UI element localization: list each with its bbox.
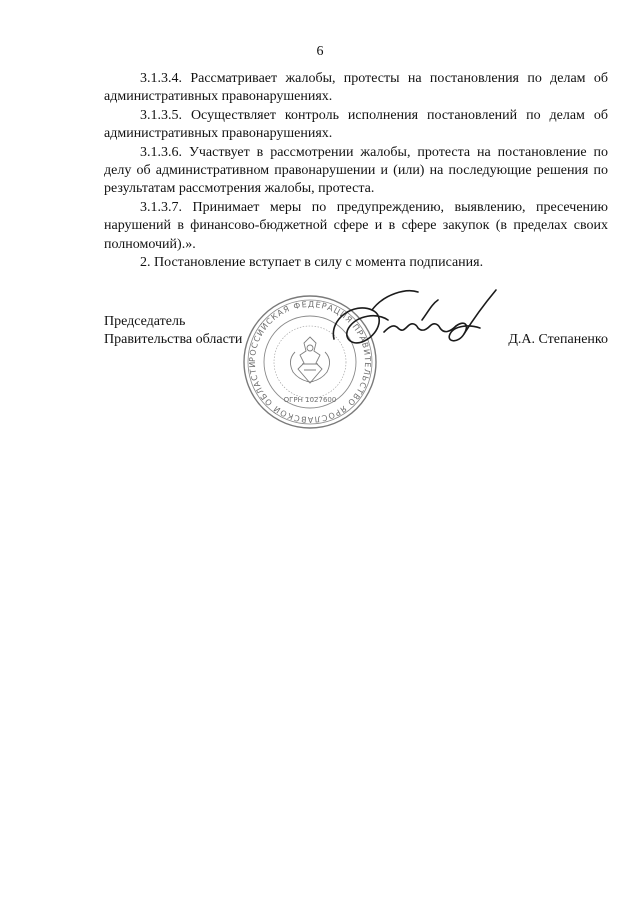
document-body: [104, 70, 608, 272]
signer-name: Д.А. Степаненко: [508, 332, 608, 347]
paragraph-3-1-3-6: 3.1.3.6. Участвует в рассмотрении жалобы, протеста на постановление по делу об административном правонарушении и (или) на последующие решения по результатам рассмотрения жалобы, протеста.: [104, 144, 608, 197]
paragraph-3-1-3-7: 3.1.3.7. Принимает меры по предупреждению, выявлению, пресечению нарушений в финансово-бюджетной сфере и в сфере закупок (в пределах своих полномочий).».: [104, 199, 608, 252]
svg-text:ОГРН 1027600: ОГРН 1027600: [283, 396, 337, 404]
handwritten-signature-icon: [314, 284, 504, 374]
signature-block: [104, 299, 608, 425]
svg-text:РОССИЙСКАЯ ФЕДЕРАЦИЯ ПРАВИТЕЛЬ: РОССИЙСКАЯ ФЕДЕРАЦИЯ ПРАВИТЕЛЬСТВО ЯРОСЛАВСКОЙ ОБЛАСТИ: [247, 299, 373, 425]
paragraph-3-1-3-5: 3.1.3.5. Осуществляет контроль исполнения постановлений по делам об административных правонарушениях.: [104, 107, 608, 142]
paragraph-2: 2. Постановление вступает в силу с момента подписания.: [140, 255, 484, 271]
signer-title-line-2: Правительства области: [104, 332, 243, 347]
paragraph-3-1-3-4: 3.1.3.4. Рассматривает жалобы, протесты на постановления по делам об административных правонарушениях.: [104, 71, 608, 105]
signer-title-line-1: Председатель: [104, 314, 186, 329]
page-number: 6: [316, 44, 324, 59]
